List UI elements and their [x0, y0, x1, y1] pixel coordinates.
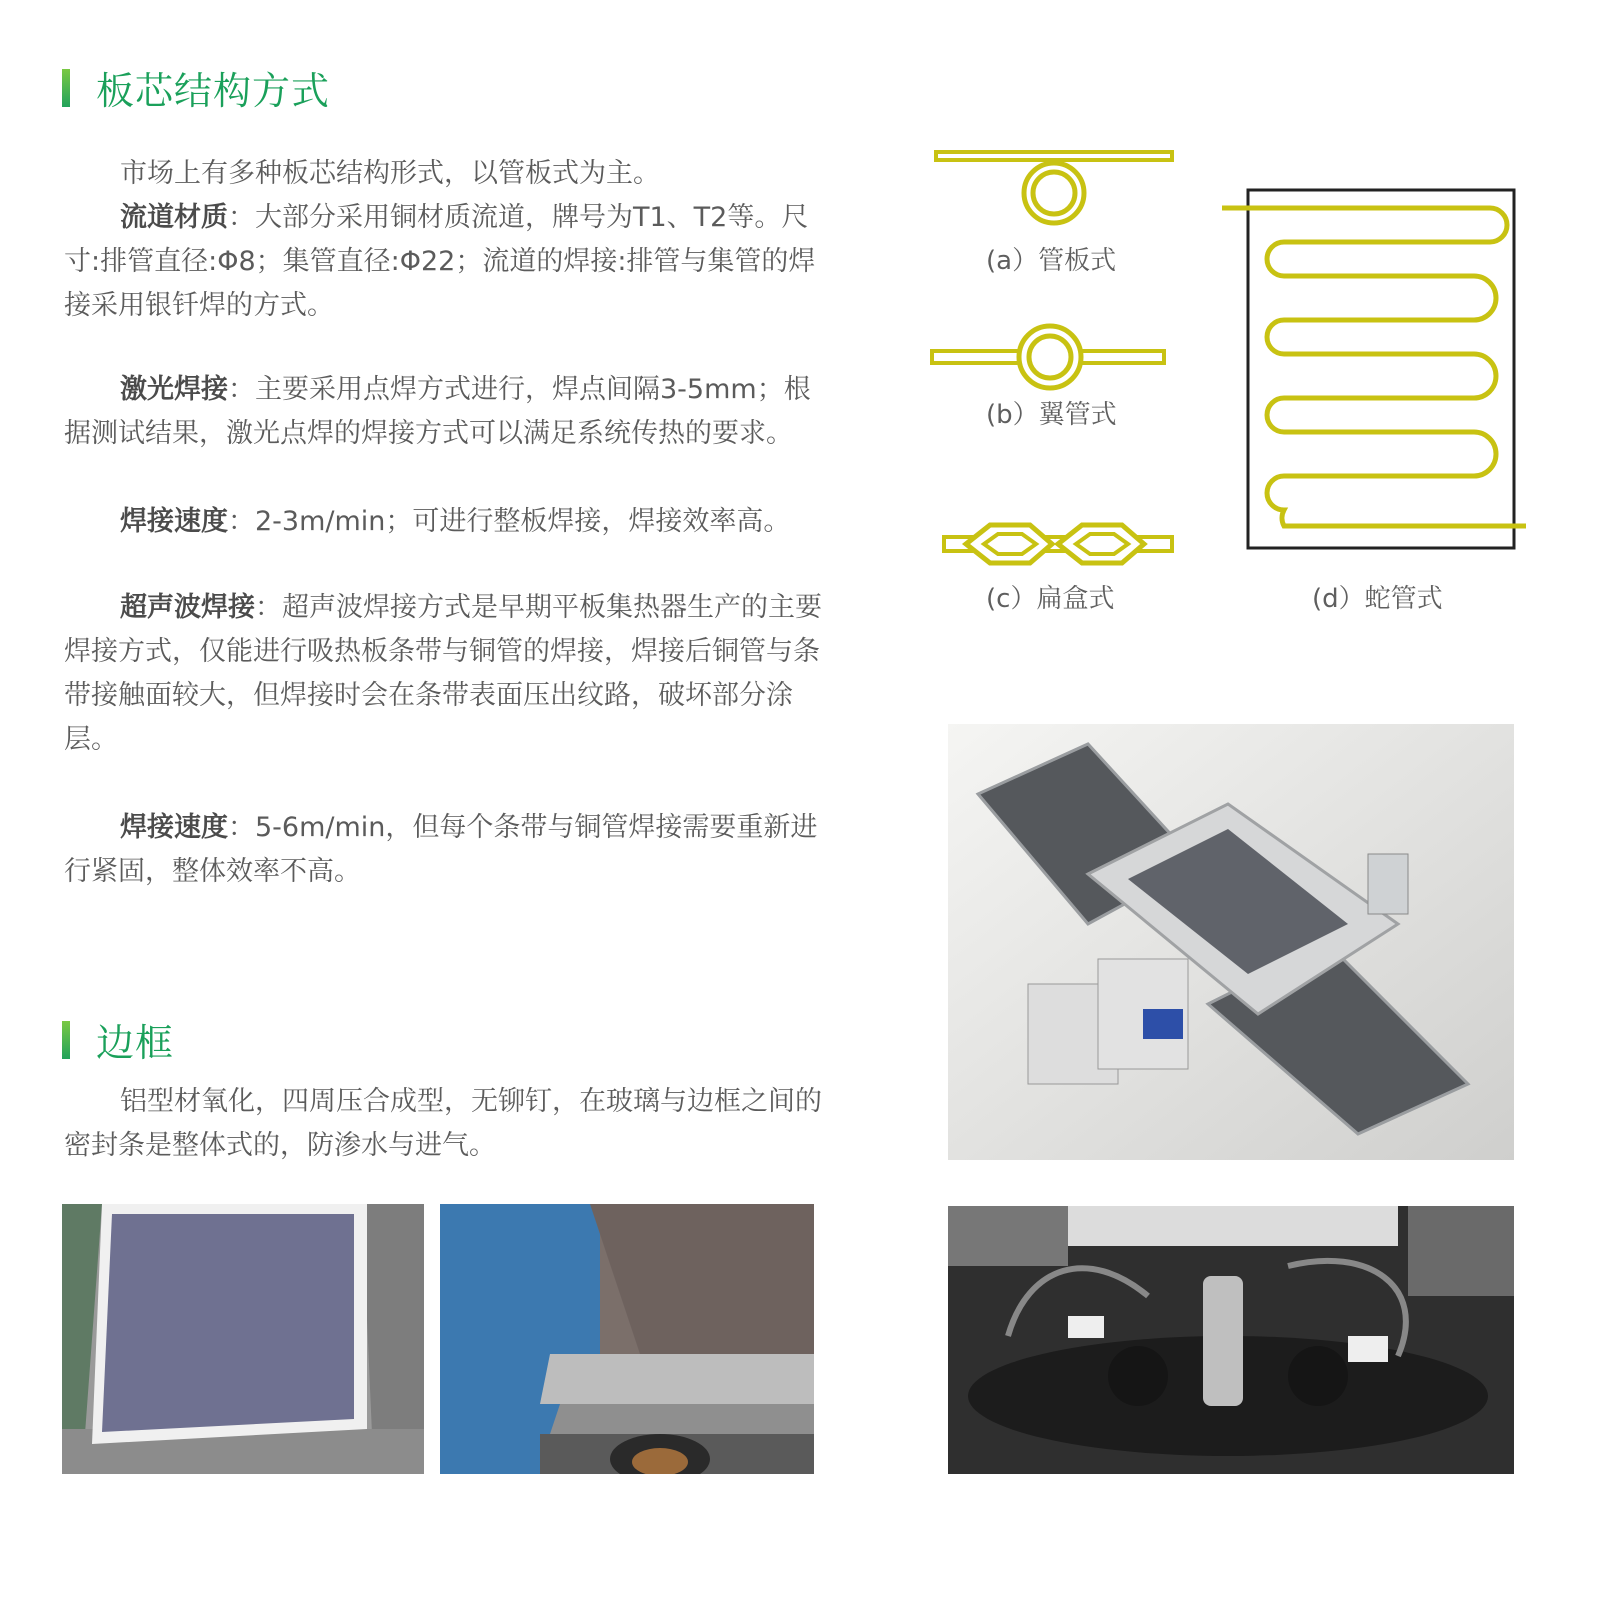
channel-text: ：大部分采用铜材质流道，牌号为T1、T2等。尺寸:排管直径:Φ8；集管直径:Φ22；流道的焊接:排管与集管的焊接采用银钎焊的方式。 [64, 202, 816, 321]
welding-head-image [948, 1206, 1514, 1474]
heading-accent-bar [62, 69, 70, 107]
frame-text: 铝型材氧化，四周压合成型，无铆钉，在玻璃与边框之间的密封条是整体式的，防渗水与进气。 [64, 1086, 822, 1161]
speed2-paragraph [64, 806, 828, 894]
frame-paragraph [64, 1080, 828, 1168]
collector-panel-image [62, 1204, 424, 1474]
speed1-label: 焊接速度 [120, 506, 228, 537]
speed2-text: ：5-6m/min，但每个条带与铜管焊接需要重新进行紧固，整体效率不高。 [64, 812, 818, 887]
laser-text: ：主要采用点焊方式进行，焊点间隔3-5mm；根据测试结果，激光点焊的焊接方式可以满足系统传热的要求。 [64, 374, 811, 449]
section-heading-core [62, 60, 330, 115]
frame-corner-image [440, 1204, 814, 1474]
caption-a: (a）管板式 [986, 246, 1117, 276]
ultrasonic-paragraph [64, 586, 828, 762]
intro-text: 市场上有多种板芯结构形式，以管板式为主。 [120, 158, 660, 189]
section-title: 边框 [96, 1021, 175, 1065]
diagram-wing-tube [928, 322, 1178, 392]
laser-paragraph [64, 368, 828, 456]
welding-machine-image [948, 724, 1514, 1160]
intro-paragraph [64, 152, 828, 196]
speed1-paragraph [64, 500, 828, 544]
caption-c: (c）扁盒式 [986, 584, 1115, 614]
laser-label: 激光焊接 [120, 374, 228, 405]
section-title: 板芯结构方式 [96, 69, 331, 113]
ultrasonic-text: ：超声波焊接方式是早期平板集热器生产的主要焊接方式，仅能进行吸热板条带与铜管的焊接，焊接后铜管与条带接触面较大，但焊接时会在条带表面压出纹路，破坏部分涂层。 [64, 592, 822, 755]
diagram-tube-plate [930, 140, 1180, 240]
caption-d: (d）蛇管式 [1312, 584, 1443, 614]
caption-b: (b）翼管式 [986, 400, 1117, 430]
section-heading-frame [62, 1012, 174, 1067]
speed2-label: 焊接速度 [120, 812, 228, 843]
heading-accent-bar [62, 1021, 70, 1059]
diagram-flat-box [940, 515, 1180, 575]
diagram-serpentine [1220, 185, 1532, 555]
channel-paragraph [64, 196, 828, 328]
ultrasonic-label: 超声波焊接 [120, 592, 255, 623]
channel-label: 流道材质 [120, 202, 228, 233]
speed1-text: ：2-3m/min；可进行整板焊接，焊接效率高。 [228, 506, 791, 537]
